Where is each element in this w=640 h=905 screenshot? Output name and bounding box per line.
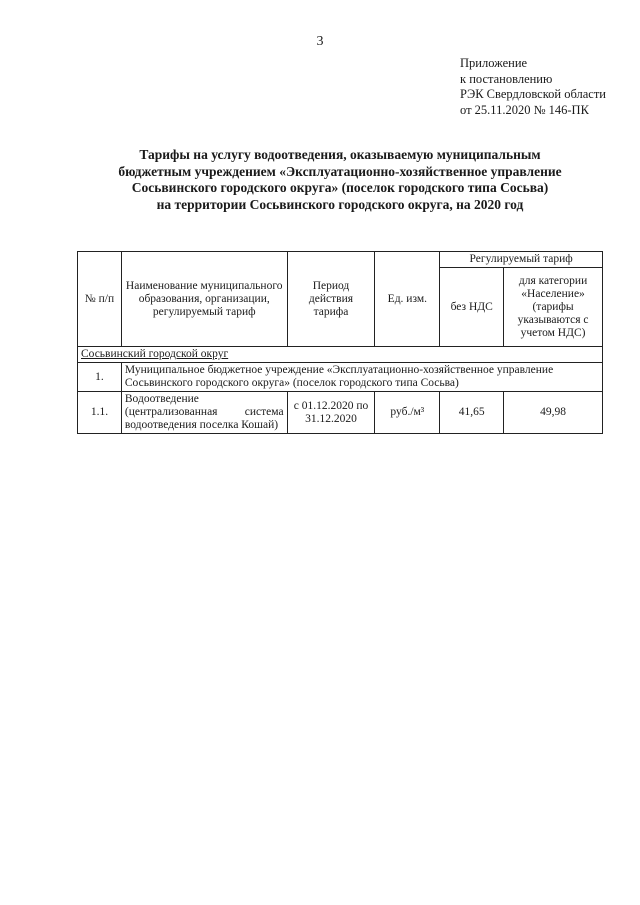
appendix-line: от 25.11.2020 № 146-ПК: [460, 102, 589, 117]
row-num: 1.1.: [78, 392, 122, 434]
row-unit: руб./м³: [375, 392, 440, 434]
table-row: [78, 392, 603, 434]
document-title: [80, 147, 600, 213]
title-line: бюджетным учреждением «Эксплуатационно-хозяйственное управление: [118, 163, 562, 179]
header-num: № п/п: [78, 252, 122, 347]
appendix-line: Приложение: [460, 56, 528, 70]
header-unit: Ед. изм.: [375, 252, 440, 347]
row-org-name: Муниципальное бюджетное учреждение «Эксплуатационно-хозяйственное управление Сосьвинского городского округа» (поселок городского типа Сосьва): [121, 363, 602, 392]
header-name: Наименование муниципального образования, организации, регулируемый тариф: [121, 252, 287, 347]
row-service-name: Водоотведение (централизованная система водоотведения поселка Кошай): [121, 392, 287, 434]
title-line: Тарифы на услугу водоотведения, оказываемую муниципальным: [139, 147, 541, 162]
title-line: на территории Сосьвинского городского округа, на 2020 год: [156, 196, 524, 212]
header-no-vat: без НДС: [440, 268, 504, 347]
tariff-table: [77, 251, 603, 434]
title-line: Сосьвинского городского округа» (поселок городского типа Сосьва): [131, 180, 549, 195]
header-row: [78, 252, 603, 268]
section-row: [78, 347, 603, 363]
row-period: с 01.12.2020 по 31.12.2020: [287, 392, 375, 434]
appendix-line: к постановлению: [460, 71, 553, 86]
section-title: Сосьвинский городской округ: [78, 347, 603, 363]
appendix-block: [460, 56, 606, 118]
page-number: 3: [316, 34, 324, 49]
row-tariff-no-vat: 41,65: [440, 392, 504, 434]
appendix-line: РЭК Свердловской области: [460, 87, 606, 101]
row-num: 1.: [78, 363, 122, 392]
header-population: для категории «Население» (тарифы указываются с учетом НДС): [504, 268, 603, 347]
row-tariff-population: 49,98: [504, 392, 603, 434]
table-row: [78, 363, 603, 392]
header-period: Период действия тарифа: [287, 252, 375, 347]
header-regulated-tariff: Регулируемый тариф: [440, 252, 603, 268]
